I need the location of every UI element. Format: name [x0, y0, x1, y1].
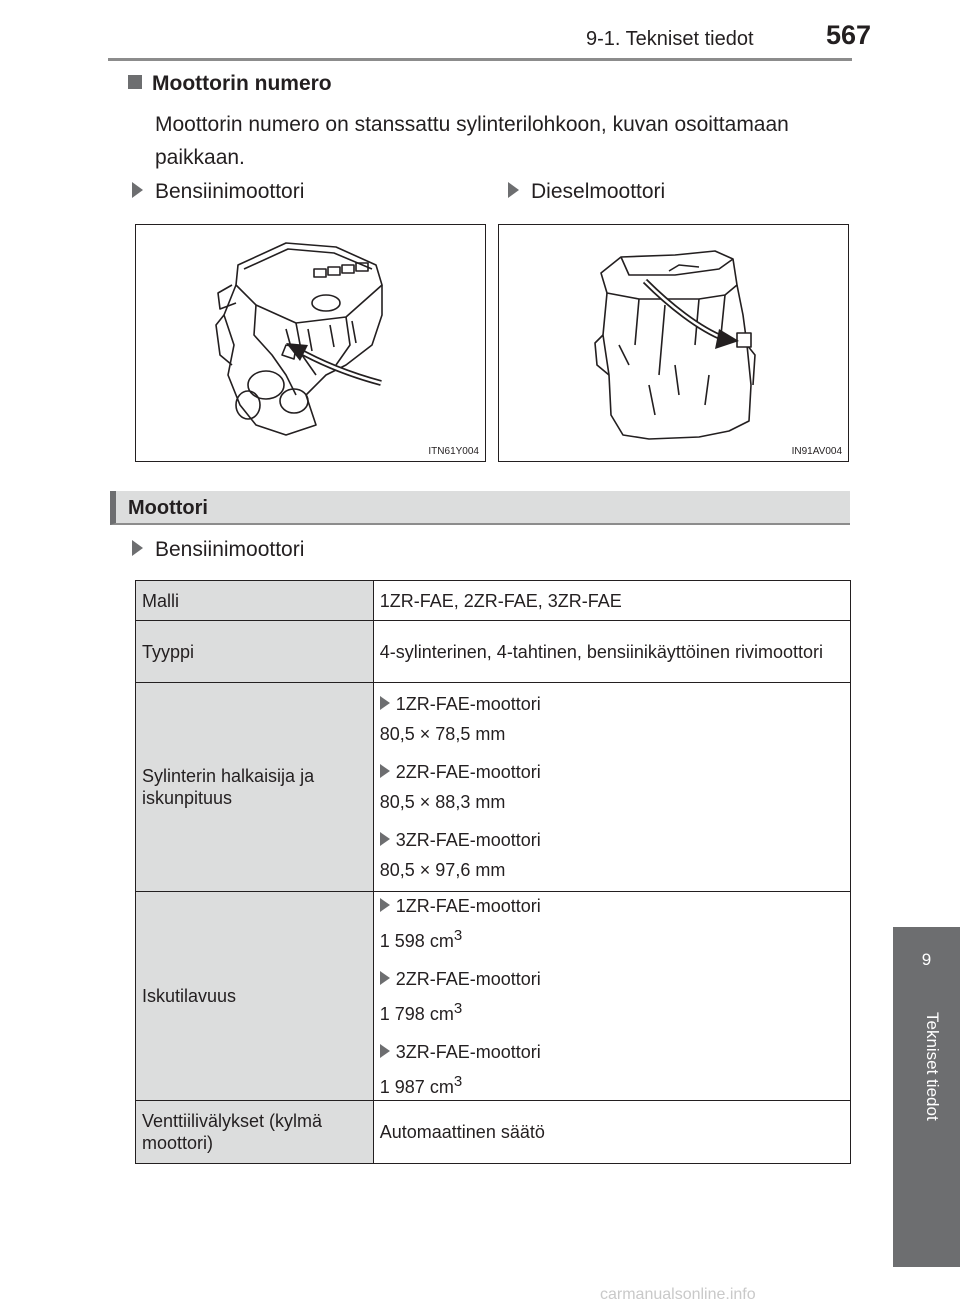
list-item: 2ZR-FAE-moottori	[380, 968, 844, 990]
arrow-bullet-icon	[380, 764, 390, 778]
figure-code: ITN61Y004	[428, 446, 479, 457]
arrow-bullet-icon	[380, 832, 390, 846]
watermark: carmanualsonline.info	[600, 1286, 756, 1303]
engine-section-heading: Moottori	[110, 491, 850, 525]
table-row	[136, 892, 851, 1101]
arrow-bullet-icon	[380, 898, 390, 912]
table-row	[136, 1101, 851, 1164]
spec-value: 1ZR-FAE, 2ZR-FAE, 3ZR-FAE	[373, 581, 850, 621]
list-item: 3ZR-FAE-moottori	[380, 829, 844, 851]
engine-spec-table	[135, 580, 851, 1164]
bore-stroke-value: 80,5 × 78,5 mm	[379, 724, 506, 744]
diesel-engine-figure	[498, 224, 849, 462]
figure-code: IN91AV004	[791, 446, 842, 457]
square-bullet-icon	[128, 75, 142, 89]
list-item: 1ZR-FAE-moottori	[380, 693, 844, 715]
spec-value	[373, 892, 850, 1101]
page-number: 567	[826, 20, 872, 50]
spec-value: 4-sylinterinen, 4-tahtinen, bensiinikäyttöinen rivimoottori	[373, 621, 850, 683]
diesel-engine-illustration-icon	[499, 225, 847, 460]
petrol-figure-label: Bensiinimoottori	[132, 180, 304, 204]
displacement-value: 1 798 $cm^3$	[379, 999, 463, 1024]
list-item: 3ZR-FAE-moottori	[380, 1041, 844, 1063]
arrow-bullet-icon	[380, 971, 390, 985]
petrol-engine-subheading: Bensiinimoottori	[132, 538, 304, 562]
list-item: 2ZR-FAE-moottori	[380, 761, 844, 783]
spec-key: Malli	[136, 581, 374, 621]
header-divider	[108, 58, 852, 61]
petrol-engine-illustration-icon	[136, 225, 484, 460]
spec-value	[373, 683, 850, 892]
spec-key: Venttiilivälykset (kylmä moottori)	[136, 1101, 374, 1164]
list-item: 1ZR-FAE-moottori	[380, 895, 844, 917]
petrol-engine-figure	[135, 224, 486, 462]
arrow-bullet-icon	[132, 182, 143, 198]
displacement-value: 1 987 $cm^3$	[379, 1072, 463, 1097]
bore-stroke-value: 80,5 × 97,6 mm	[379, 860, 506, 880]
side-tab-number: 9	[921, 950, 932, 969]
spec-key: Tyyppi	[136, 621, 374, 683]
arrow-bullet-icon	[132, 540, 143, 556]
engine-number-description: Moottorin numero on stanssattu sylinterilohkoon, kuvan osoittamaan paikkaan.	[155, 113, 789, 169]
diesel-figure-label: Dieselmoottori	[508, 180, 665, 204]
displacement-value: 1 598 $cm^3$	[379, 926, 463, 951]
chapter-title: 9-1. Tekniset tiedot	[586, 28, 754, 50]
table-row	[136, 581, 851, 621]
arrow-bullet-icon	[380, 696, 390, 710]
arrow-bullet-icon	[508, 182, 519, 198]
side-tab-label: Tekniset tiedot	[923, 1012, 942, 1121]
spec-value: Automaattinen säätö	[373, 1101, 850, 1164]
spec-key: Iskutilavuus	[136, 892, 374, 1101]
arrow-bullet-icon	[380, 1044, 390, 1058]
bore-stroke-value: 80,5 × 88,3 mm	[379, 792, 506, 812]
engine-number-heading: Moottorin numero	[128, 72, 332, 96]
table-row	[136, 683, 851, 892]
table-row	[136, 621, 851, 683]
spec-key: Sylinterin halkaisija ja iskunpituus	[136, 683, 374, 892]
